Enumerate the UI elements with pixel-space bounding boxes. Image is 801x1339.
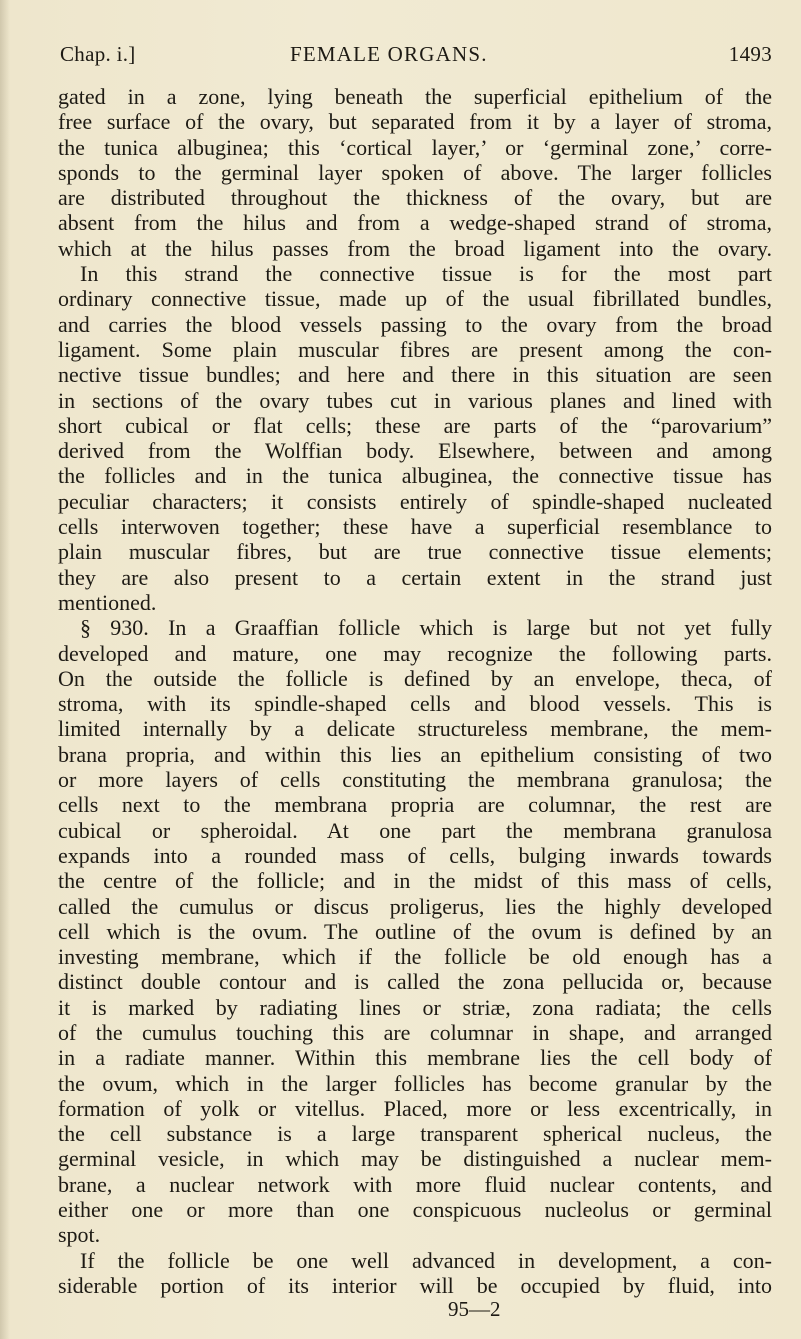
text-line: which at the hilus passes from the broad ligament into the ovary. (58, 235, 772, 261)
text-line: the follicles and in the tunica albuginea, the connective tissue has (58, 463, 772, 489)
running-head (60, 42, 772, 76)
signature-mark: 95—2 (448, 1297, 501, 1321)
text-line: derived from the Wolffian body. Elsewhere, between and among (58, 438, 772, 464)
text-line: investing membrane, which if the follicle be old enough has a (58, 944, 772, 970)
text-line: siderable portion of its interior will be occupied by fluid, into (58, 1272, 772, 1298)
text-line: In this strand the connective tissue is for the most part (80, 261, 772, 287)
text-line: § 930. In a Graaffian follicle which is large but not yet fully (80, 615, 772, 641)
text-line: and carries the blood vessels passing to the ovary from the broad (58, 311, 772, 337)
text-line: the tunica albuginea; this ‘cortical layer,’ or ‘germinal zone,’ corre- (58, 134, 772, 160)
text-line: called the cumulus or discus proligerus, lies the highly developed (58, 893, 772, 919)
text-line: the cell substance is a large transparent spherical nucleus, the (58, 1121, 772, 1147)
text-line: plain muscular fibres, but are true connective tissue elements; (58, 539, 772, 565)
text-line: either one or more than one conspicuous nucleolus or germinal (58, 1197, 772, 1223)
text-line: in a radiate manner. Within this membrane lies the cell body of (58, 1045, 772, 1071)
text-line: cells next to the membrana propria are columnar, the rest are (58, 792, 772, 818)
text-line: the ovum, which in the larger follicles has become granular by the (58, 1070, 772, 1096)
text-line: If the follicle be one well advanced in development, a con- (80, 1247, 772, 1273)
text-line: of the cumulus touching this are columnar in shape, and arranged (58, 1019, 772, 1045)
section-title: FEMALE ORGANS. (290, 42, 488, 66)
text-line: they are also present to a certain extent in the strand just (58, 564, 772, 590)
text-line: absent from the hilus and from a wedge-shaped strand of stroma, (58, 210, 772, 236)
text-line: or more layers of cells constituting the membrana granulosa; the (58, 767, 772, 793)
text-line: limited internally by a delicate structureless membrane, the mem- (58, 716, 772, 742)
text-line: formation of yolk or vitellus. Placed, more or less excentrically, in (58, 1095, 772, 1121)
text-line: ordinary connective tissue, made up of the usual fibrillated bundles, (58, 286, 772, 312)
text-line: expands into a rounded mass of cells, bulging inwards towards (58, 842, 772, 868)
text-line: cell which is the ovum. The outline of the ovum is defined by an (58, 918, 772, 944)
text-line: brana propria, and within this lies an epithelium consisting of two (58, 741, 772, 767)
text-line: gated in a zone, lying beneath the superficial epithelium of the (58, 84, 772, 109)
text-line: are distributed throughout the thickness of the ovary, but are (58, 185, 772, 211)
text-line: stroma, with its spindle-shaped cells and blood vessels. This is (58, 691, 772, 717)
text-line: free surface of the ovary, but separated from it by a layer of stroma, (58, 109, 772, 135)
text-line: cubical or spheroidal. At one part the membrana granulosa (58, 817, 772, 843)
body-text (58, 84, 772, 1298)
text-line: ligament. Some plain muscular fibres are present among the con- (58, 336, 772, 362)
text-line: On the outside the follicle is defined by an envelope, theca, of (58, 665, 772, 691)
text-line: peculiar characters; it consists entirely of spindle-shaped nucleated (58, 488, 772, 514)
text-line: developed and mature, one may recognize the following parts. (58, 640, 772, 666)
text-line: brane, a nuclear network with more fluid nuclear contents, and (58, 1171, 772, 1197)
text-line: cells interwoven together; these have a superficial resemblance to (58, 514, 772, 540)
chapter-label: Chap. i.] (60, 42, 136, 66)
text-line: mentioned. (58, 589, 157, 615)
text-line: spot. (58, 1222, 101, 1248)
text-line: short cubical or flat cells; these are parts of the “parovarium” (58, 412, 772, 438)
text-line: the centre of the follicle; and in the midst of this mass of cells, (58, 868, 772, 894)
text-line: sponds to the germinal layer spoken of above. The larger follicles (58, 159, 772, 185)
page-number: 1493 (728, 42, 772, 66)
text-line: germinal vesicle, in which may be distinguished a nuclear mem- (58, 1146, 772, 1172)
spine-shadow (0, 0, 10, 1339)
text-line: in sections of the ovary tubes cut in various planes and lined with (58, 387, 772, 413)
text-line: it is marked by radiating lines or striæ, zona radiata; the cells (58, 994, 772, 1020)
text-line: distinct double contour and is called the zona pellucida or, because (58, 969, 772, 995)
text-line: nective tissue bundles; and here and there in this situation are seen (58, 362, 772, 388)
